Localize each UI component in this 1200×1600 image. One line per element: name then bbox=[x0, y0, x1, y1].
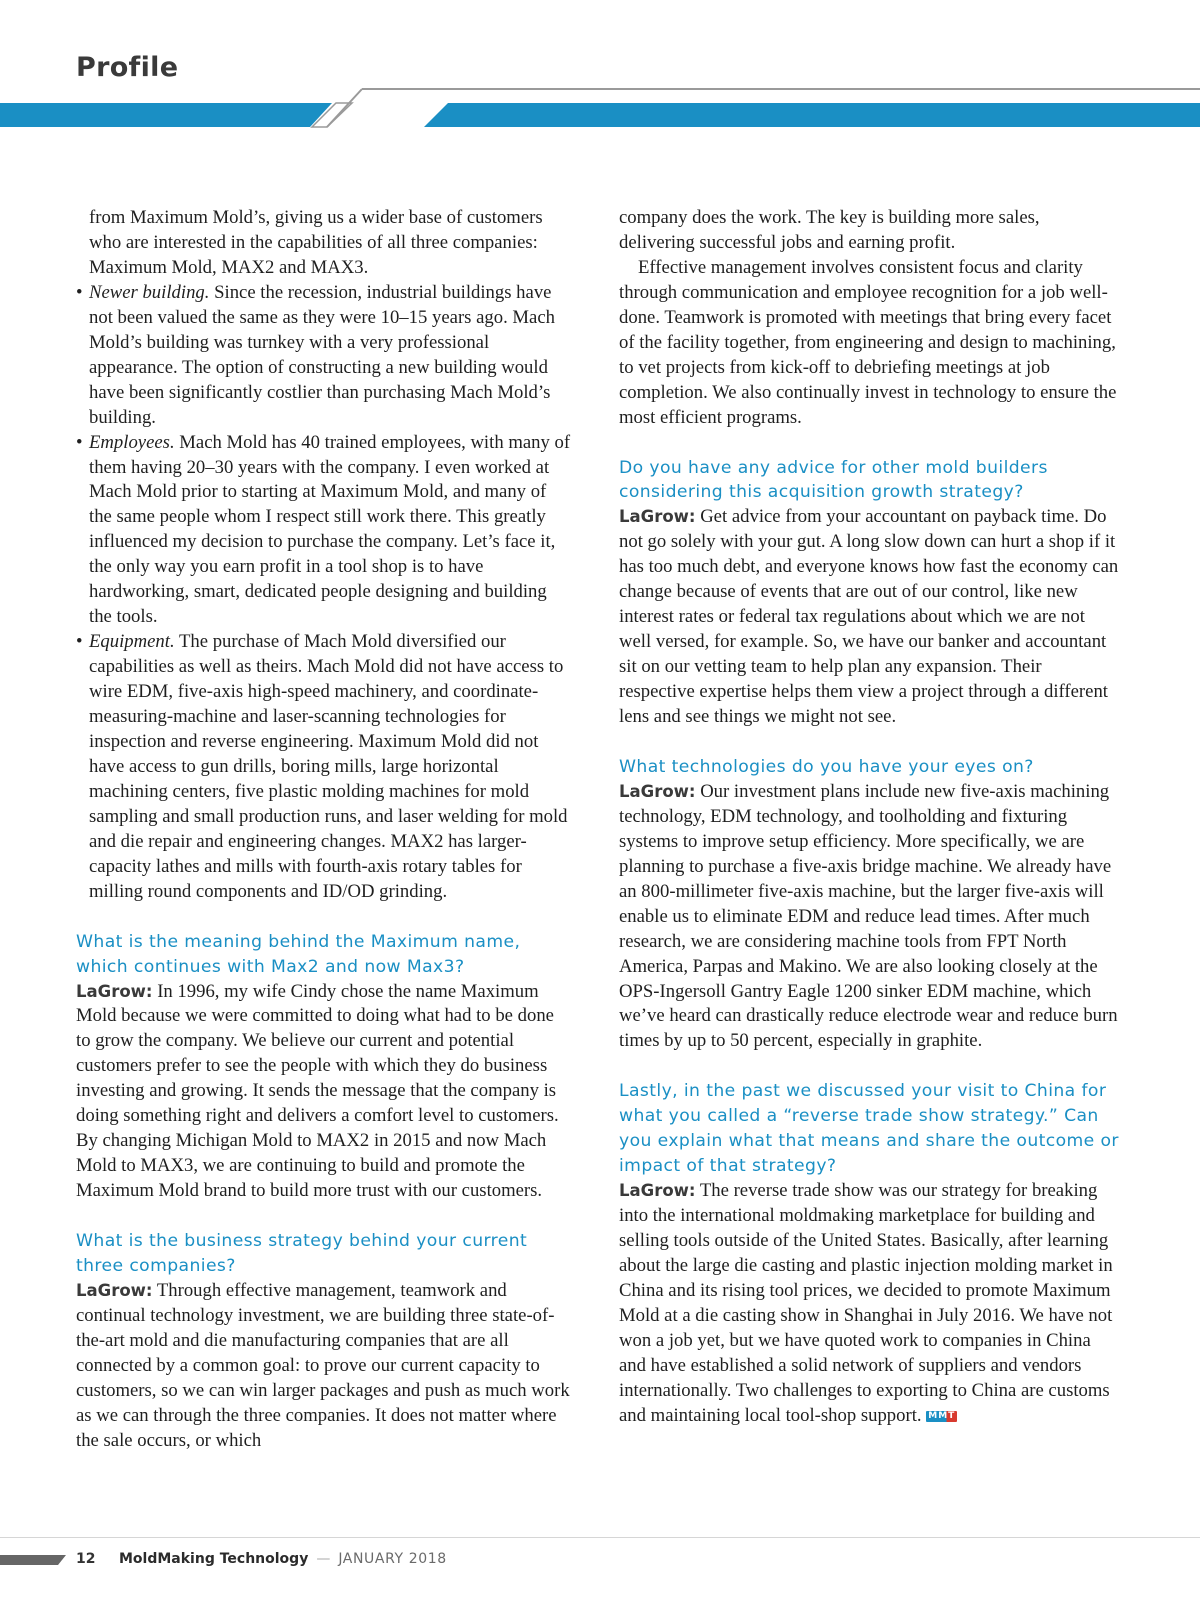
speaker-label: LaGrow: bbox=[619, 781, 696, 801]
bullet-text: Since the recession, industrial buildings have not been valued the same as they were 10–15 years ago. Mach Mold’s building was turnkey with a very professional appearance. The option of constructing a new building would have been significantly costlier than purchasing Mach Mold’s building. bbox=[89, 281, 555, 428]
bullet-text: Mach Mold has 40 trained employees, with many of them having 20–30 years with the company. I even worked at Mach Mold prior to starting at Maximum Mold, and many of the same people whom I respect still work there. This greatly influenced my decision to purchase the company. Let’s face it, the only way you earn profit in a tool shop is to have hardworking, smart, dedicated people designing and building the tools. bbox=[89, 431, 571, 628]
speaker-label: LaGrow: bbox=[619, 1181, 696, 1201]
bullet-term: Equipment. bbox=[89, 631, 175, 653]
bullet-item bbox=[76, 281, 572, 431]
magazine-name: MoldMaking Technology bbox=[119, 1551, 309, 1567]
footer-bar bbox=[0, 1555, 66, 1565]
answer-paragraph bbox=[76, 980, 572, 1205]
issue-date: JANUARY 2018 bbox=[338, 1551, 447, 1567]
speaker-label: LaGrow: bbox=[76, 1280, 153, 1300]
header-band bbox=[0, 86, 1200, 130]
answer-text: The reverse trade show was our strategy for breaking into the international moldmaking marketplace for building and selling tools outside of the United States. Basically, after learning about the large die casting and plastic injection molding market in China and its rising tool prices, we decided to promote Maximum Mold at a die casting show in Shanghai in July 2016. We have not won a job yet, but we have quoted work to companies in China and have established a solid network of suppliers and vendors internationally. Two challenges to exporting to China are customs and maintaining local tool-shop support. bbox=[619, 1180, 1113, 1426]
bullet-item bbox=[76, 630, 572, 904]
band-left-blue bbox=[0, 103, 332, 127]
answer-paragraph bbox=[76, 1279, 572, 1454]
speaker-label: LaGrow: bbox=[619, 507, 696, 527]
bullet-term: Employees. bbox=[89, 431, 175, 453]
footer-rule bbox=[0, 1537, 1200, 1538]
speaker-label: LaGrow: bbox=[76, 981, 153, 1001]
right-column bbox=[619, 206, 1119, 1429]
answer-text: Get advice from your accountant on payback time. Do not go solely with your gut. A long slow down can hurt a shop if it has too much debt, and everyone knows how fast the economy can change because of events that are out of our control, like new interest rates or federal tax regulations about which we are not well versed, for example. So, we have our banker and accountant sit on our vetting team to help plan any expansion. Their respective expertise helps them view a project through a different lens and see things we might not see. bbox=[619, 506, 1119, 728]
question-heading: What is the business strategy behind your current three companies? bbox=[76, 1231, 528, 1276]
question-heading: Lastly, in the past we discussed your visit to China for what you called a “reverse trade show strategy.” Can you explain what that means and share the outcome or impact of that strategy? bbox=[619, 1081, 1119, 1177]
bullet-text: The purchase of Mach Mold diversified our capabilities as well as theirs. Mach Mold did not have access to wire EDM, five-axis high-speed machinery, and coordinate-measuring-machine and laser-scanning technologies for inspection and reverse engineering. Maximum Mold did not have access to gun drills, boring mills, large horizontal machining centers, five plastic molding machines for mold sampling and small production runs, and laser welding for mold and die repair and engineering changes. MAX2 has larger-capacity lathes and mills with fourth-axis rotary tables for milling round components and ID/OD grinding. bbox=[89, 631, 568, 902]
band-diagonal bbox=[327, 89, 362, 127]
answer-text: In 1996, my wife Cindy chose the name Maximum Mold because we were committed to doing what had to be done to grow the company. We believe our current and potential customers prefer to see the people with which they do business investing and growing. It sends the message that the company is doing something right and delivers a comfort level to customers. By changing Michigan Mold to MAX2 in 2015 and now Mach Mold to MAX3, we are continuing to build and promote the Maximum Mold brand to build more trust with our customers. bbox=[76, 980, 559, 1202]
intro-paragraph: from Maximum Mold’s, giving us a wider base of customers who are interested in the capabilities of all three companies: Maximum Mold, MAX2 and MAX3. bbox=[89, 207, 543, 278]
footer-separator: — bbox=[316, 1551, 331, 1567]
band-right-blue bbox=[424, 103, 1200, 127]
footer-publication bbox=[119, 1551, 447, 1567]
answer-text: Through effective management, teamwork and continual technology investment, we are building three state-of-the-art mold and die manufacturing companies that are all connected by a common goal: to prove our current capacity to customers, so we can win larger packages and push as much work as we can through the three companies. It does not matter where the sale occurs, or which bbox=[76, 1279, 570, 1451]
page-number: 12 bbox=[76, 1551, 96, 1567]
answer-paragraph bbox=[619, 1179, 1119, 1429]
question-heading: What technologies do you have your eyes on? bbox=[619, 756, 1034, 777]
bullet-term: Newer building. bbox=[89, 281, 210, 303]
body-paragraph: Effective management involves consistent focus and clarity through communication and employee recognition for a job well-done. Teamwork is promoted with meetings that bring every facet of the facility together, from engineering and design to machining, to vet projects from kick-off to debriefing meetings at job completion. We also continually invest in technology to ensure the most efficient programs. bbox=[619, 256, 1117, 428]
answer-text: Our investment plans include new five-axis machining technology, EDM technology, and toolholding and fixturing systems to improve setup efficiency. More specifically, we are planning to purchase a five-axis bridge machine. We already have an 800-millimeter five-axis machine, but the larger five-axis will enable us to eliminate EDM and reduce lead times. After much research, we are considering machine tools from FPT North America, Parpas and Makino. We are also looking closely at the OPS-Ingersoll Gantry Eagle 1200 sinker EDM machine, which we’ve heard can drastically reduce electrode wear and reduce burn times by up to 50 percent, especially in graphite. bbox=[619, 780, 1118, 1052]
left-column bbox=[76, 206, 572, 1454]
bullet-item bbox=[76, 431, 572, 631]
answer-paragraph bbox=[619, 780, 1119, 1054]
bullet-list bbox=[76, 281, 572, 905]
question-heading: Do you have any advice for other mold builders considering this acquisition growth strategy? bbox=[619, 457, 1048, 503]
mmt-end-logo: MMT bbox=[928, 1410, 956, 1421]
answer-paragraph bbox=[619, 505, 1119, 730]
continued-paragraph: company does the work. The key is building more sales, delivering successful jobs and earning profit. bbox=[619, 207, 1040, 253]
section-title: Profile bbox=[76, 52, 179, 83]
question-heading: What is the meaning behind the Maximum name, which continues with Max2 and now Max3? bbox=[76, 931, 521, 977]
